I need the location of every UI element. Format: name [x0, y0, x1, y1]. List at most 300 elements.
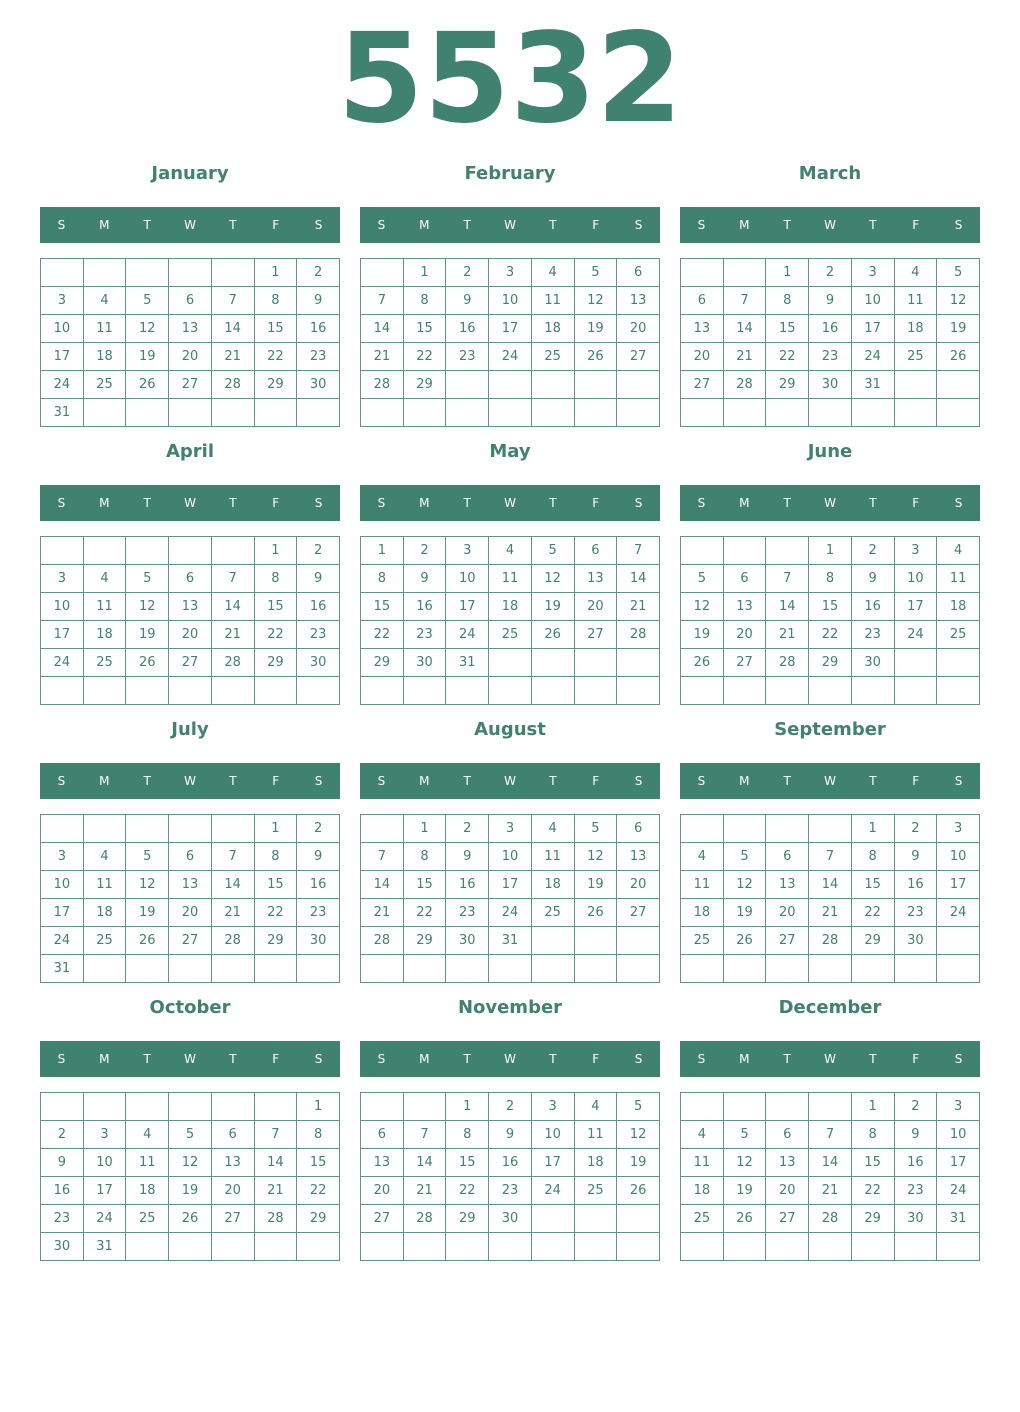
week-row	[361, 621, 660, 649]
day-cell: 11	[531, 287, 574, 315]
day-cell: 25	[489, 621, 532, 649]
day-cell	[126, 1093, 169, 1121]
weekday-label: S	[697, 1052, 706, 1066]
day-cell	[531, 1205, 574, 1233]
weekday-label: F	[592, 496, 600, 510]
day-cell: 7	[211, 287, 254, 315]
weekday-label: F	[592, 218, 600, 232]
weekday-label: T	[143, 774, 151, 788]
weekday-label: M	[739, 496, 750, 510]
weekday-header	[360, 763, 660, 799]
day-cell: 1	[809, 537, 852, 565]
weekday-label: F	[272, 218, 280, 232]
day-cell: 22	[254, 343, 297, 371]
day-cell: 27	[766, 1205, 809, 1233]
day-cell	[211, 677, 254, 705]
weekday-label: S	[634, 1052, 643, 1066]
day-cell	[126, 955, 169, 983]
day-cell: 16	[446, 871, 489, 899]
week-row	[41, 399, 340, 427]
day-cell	[361, 1093, 404, 1121]
day-cell: 18	[83, 343, 126, 371]
day-cell	[937, 399, 980, 427]
day-cell	[809, 677, 852, 705]
weekday-label: T	[143, 1052, 151, 1066]
day-cell: 24	[894, 621, 937, 649]
day-grid	[360, 258, 660, 427]
day-cell: 21	[723, 343, 766, 371]
day-cell	[531, 927, 574, 955]
day-cell	[83, 399, 126, 427]
day-cell	[254, 1233, 297, 1261]
weekday-label: F	[272, 774, 280, 788]
day-cell: 3	[531, 1093, 574, 1121]
day-cell: 29	[809, 649, 852, 677]
day-cell: 1	[297, 1093, 340, 1121]
day-cell: 9	[446, 287, 489, 315]
day-cell: 19	[126, 343, 169, 371]
weekday-header	[40, 1041, 340, 1077]
day-cell: 13	[361, 1149, 404, 1177]
day-cell	[211, 1233, 254, 1261]
day-cell: 17	[41, 621, 84, 649]
day-cell	[169, 1093, 212, 1121]
day-cell: 8	[446, 1121, 489, 1149]
day-cell	[361, 259, 404, 287]
month-name: November	[457, 997, 563, 1018]
day-cell: 14	[617, 565, 660, 593]
day-cell: 10	[41, 315, 84, 343]
day-cell: 17	[41, 899, 84, 927]
day-cell	[169, 677, 212, 705]
day-cell: 21	[211, 343, 254, 371]
day-cell: 22	[446, 1177, 489, 1205]
weekday-label: W	[824, 1052, 836, 1066]
day-cell: 8	[403, 843, 446, 871]
week-row	[41, 649, 340, 677]
day-cell: 22	[403, 899, 446, 927]
day-cell: 7	[723, 287, 766, 315]
day-cell: 29	[446, 1205, 489, 1233]
day-grid	[40, 814, 340, 983]
day-cell: 15	[254, 593, 297, 621]
day-cell: 17	[937, 871, 980, 899]
day-cell	[211, 537, 254, 565]
weekday-label: T	[229, 218, 237, 232]
day-cell: 16	[809, 315, 852, 343]
day-cell: 6	[617, 815, 660, 843]
day-cell	[681, 399, 724, 427]
weekday-label: F	[912, 1052, 920, 1066]
day-cell: 4	[531, 815, 574, 843]
month-name: July	[171, 719, 209, 740]
day-cell	[574, 1205, 617, 1233]
weekday-label: W	[184, 774, 196, 788]
day-cell: 4	[681, 1121, 724, 1149]
day-cell	[211, 399, 254, 427]
month-name: May	[489, 441, 531, 462]
day-cell: 9	[403, 565, 446, 593]
day-cell: 30	[894, 1205, 937, 1233]
day-cell: 11	[126, 1149, 169, 1177]
weekday-label: F	[272, 1052, 280, 1066]
day-cell: 5	[723, 843, 766, 871]
day-cell: 28	[809, 1205, 852, 1233]
weekday-label: M	[99, 218, 110, 232]
day-cell: 16	[403, 593, 446, 621]
day-cell: 14	[809, 1149, 852, 1177]
day-cell: 24	[937, 1177, 980, 1205]
weekday-label: F	[912, 496, 920, 510]
day-cell: 6	[361, 1121, 404, 1149]
day-cell: 17	[937, 1149, 980, 1177]
day-cell: 4	[489, 537, 532, 565]
day-cell: 12	[574, 287, 617, 315]
day-cell: 1	[403, 259, 446, 287]
day-cell	[361, 955, 404, 983]
weekday-label: S	[314, 774, 323, 788]
day-cell	[894, 649, 937, 677]
day-cell: 17	[446, 593, 489, 621]
weekday-label: W	[184, 496, 196, 510]
day-cell: 28	[211, 927, 254, 955]
day-cell: 19	[723, 1177, 766, 1205]
day-cell: 5	[574, 259, 617, 287]
day-cell	[254, 399, 297, 427]
day-cell	[809, 1093, 852, 1121]
week-row	[681, 955, 980, 983]
day-cell: 30	[809, 371, 852, 399]
week-row	[681, 315, 980, 343]
day-cell: 21	[361, 899, 404, 927]
day-cell	[809, 399, 852, 427]
day-cell: 13	[681, 315, 724, 343]
day-cell: 14	[361, 315, 404, 343]
weekday-label: S	[377, 218, 386, 232]
day-cell: 21	[766, 621, 809, 649]
day-cell: 26	[681, 649, 724, 677]
day-cell: 20	[766, 899, 809, 927]
weekday-label: T	[783, 218, 791, 232]
week-row	[41, 871, 340, 899]
day-cell	[297, 1233, 340, 1261]
day-cell: 7	[809, 1121, 852, 1149]
day-cell	[681, 955, 724, 983]
day-cell: 26	[617, 1177, 660, 1205]
day-cell: 2	[297, 259, 340, 287]
day-cell	[361, 677, 404, 705]
day-cell: 29	[851, 927, 894, 955]
day-cell: 19	[126, 899, 169, 927]
day-cell	[723, 1093, 766, 1121]
day-cell: 19	[126, 621, 169, 649]
weekday-label: T	[229, 1052, 237, 1066]
day-cell: 10	[489, 287, 532, 315]
day-cell: 30	[297, 371, 340, 399]
day-cell	[489, 1233, 532, 1261]
day-cell: 22	[361, 621, 404, 649]
day-cell: 26	[723, 1205, 766, 1233]
day-cell	[894, 399, 937, 427]
day-cell: 7	[617, 537, 660, 565]
day-cell: 29	[254, 649, 297, 677]
day-cell: 4	[681, 843, 724, 871]
day-cell	[723, 1233, 766, 1261]
day-cell: 13	[211, 1149, 254, 1177]
day-cell: 14	[723, 315, 766, 343]
day-cell	[766, 399, 809, 427]
day-cell: 14	[403, 1149, 446, 1177]
day-cell: 30	[41, 1233, 84, 1261]
day-cell: 30	[489, 1205, 532, 1233]
week-row	[361, 871, 660, 899]
day-cell: 27	[574, 621, 617, 649]
day-cell: 4	[574, 1093, 617, 1121]
weekday-label: T	[783, 774, 791, 788]
day-cell: 21	[361, 343, 404, 371]
day-cell: 29	[361, 649, 404, 677]
day-cell	[126, 399, 169, 427]
month-name: September	[774, 719, 886, 740]
day-cell: 28	[254, 1205, 297, 1233]
day-cell: 23	[894, 1177, 937, 1205]
weekday-header	[680, 207, 980, 243]
day-cell: 11	[83, 593, 126, 621]
week-row	[41, 1233, 340, 1261]
day-grid	[40, 1092, 340, 1261]
day-cell: 19	[531, 593, 574, 621]
day-cell: 29	[403, 927, 446, 955]
day-cell: 27	[766, 927, 809, 955]
day-cell	[723, 677, 766, 705]
weekday-header	[40, 485, 340, 521]
day-cell	[681, 1233, 724, 1261]
day-cell: 16	[894, 1149, 937, 1177]
day-cell: 19	[169, 1177, 212, 1205]
weekday-label: S	[954, 496, 963, 510]
week-row	[41, 927, 340, 955]
weekday-label: S	[697, 218, 706, 232]
day-grid	[680, 814, 980, 983]
day-cell: 28	[361, 927, 404, 955]
day-cell: 9	[41, 1149, 84, 1177]
day-cell	[361, 1233, 404, 1261]
day-cell: 23	[446, 899, 489, 927]
day-cell: 18	[489, 593, 532, 621]
day-cell: 26	[574, 899, 617, 927]
day-cell: 5	[126, 565, 169, 593]
week-row	[41, 899, 340, 927]
day-cell	[489, 649, 532, 677]
week-row	[681, 1121, 980, 1149]
weekday-label: S	[634, 496, 643, 510]
month-name: December	[778, 997, 882, 1018]
day-cell: 22	[851, 899, 894, 927]
day-cell: 13	[617, 843, 660, 871]
day-cell: 15	[297, 1149, 340, 1177]
day-cell: 20	[169, 343, 212, 371]
week-row	[361, 565, 660, 593]
weekday-header	[40, 763, 340, 799]
weekday-label: M	[419, 774, 430, 788]
day-cell: 25	[531, 343, 574, 371]
weekday-label: W	[504, 774, 516, 788]
week-row	[681, 565, 980, 593]
day-cell: 1	[851, 815, 894, 843]
day-cell: 20	[617, 871, 660, 899]
week-row	[41, 343, 340, 371]
day-cell: 9	[851, 565, 894, 593]
day-cell	[83, 1093, 126, 1121]
day-cell: 27	[169, 649, 212, 677]
day-cell: 26	[126, 649, 169, 677]
weekday-label: T	[869, 774, 877, 788]
day-cell	[894, 371, 937, 399]
day-grid	[360, 536, 660, 705]
day-cell: 18	[531, 315, 574, 343]
day-cell: 3	[41, 565, 84, 593]
day-cell	[211, 815, 254, 843]
day-cell: 30	[851, 649, 894, 677]
weekday-label: W	[824, 774, 836, 788]
day-cell: 5	[126, 287, 169, 315]
day-cell: 13	[766, 1149, 809, 1177]
day-cell: 27	[361, 1205, 404, 1233]
day-cell: 25	[83, 649, 126, 677]
weekday-label: F	[592, 774, 600, 788]
day-cell	[617, 371, 660, 399]
week-row	[41, 315, 340, 343]
day-cell: 6	[169, 287, 212, 315]
day-cell: 2	[297, 537, 340, 565]
day-cell: 6	[723, 565, 766, 593]
day-cell: 8	[809, 565, 852, 593]
day-cell: 31	[41, 955, 84, 983]
day-cell: 5	[126, 843, 169, 871]
day-cell: 16	[297, 315, 340, 343]
week-row	[41, 1149, 340, 1177]
month-name: February	[464, 163, 556, 184]
weekday-label: M	[99, 496, 110, 510]
day-cell: 24	[531, 1177, 574, 1205]
day-cell: 13	[617, 287, 660, 315]
day-cell: 11	[681, 871, 724, 899]
week-row	[361, 399, 660, 427]
weekday-label: T	[549, 774, 557, 788]
week-row	[681, 1177, 980, 1205]
day-cell: 6	[169, 565, 212, 593]
day-cell	[574, 399, 617, 427]
day-cell: 15	[403, 315, 446, 343]
day-cell	[254, 955, 297, 983]
day-cell: 19	[681, 621, 724, 649]
weekday-label: M	[739, 1052, 750, 1066]
day-cell	[126, 1233, 169, 1261]
weekday-label: T	[143, 496, 151, 510]
day-cell: 8	[254, 843, 297, 871]
day-cell: 12	[617, 1121, 660, 1149]
day-cell: 11	[681, 1149, 724, 1177]
day-cell: 28	[361, 371, 404, 399]
day-cell: 31	[851, 371, 894, 399]
day-cell: 7	[254, 1121, 297, 1149]
day-cell: 27	[617, 899, 660, 927]
day-cell: 6	[681, 287, 724, 315]
weekday-label: T	[463, 1052, 471, 1066]
day-cell	[894, 677, 937, 705]
day-cell	[489, 371, 532, 399]
day-cell	[531, 649, 574, 677]
day-grid	[40, 536, 340, 705]
day-cell: 20	[574, 593, 617, 621]
day-cell: 9	[297, 565, 340, 593]
day-cell: 6	[169, 843, 212, 871]
day-cell: 15	[809, 593, 852, 621]
day-cell: 11	[531, 843, 574, 871]
day-cell	[489, 399, 532, 427]
day-cell	[809, 1233, 852, 1261]
week-row	[681, 537, 980, 565]
day-cell: 7	[809, 843, 852, 871]
day-cell: 26	[723, 927, 766, 955]
week-row	[41, 593, 340, 621]
day-cell	[83, 815, 126, 843]
week-row	[41, 1121, 340, 1149]
day-cell: 26	[531, 621, 574, 649]
day-cell: 25	[83, 371, 126, 399]
day-cell	[446, 371, 489, 399]
weekday-label: W	[504, 1052, 516, 1066]
month-name: October	[149, 997, 231, 1018]
day-cell: 19	[574, 315, 617, 343]
weekday-label: W	[824, 218, 836, 232]
day-cell: 13	[169, 871, 212, 899]
day-cell: 8	[254, 287, 297, 315]
day-cell: 28	[809, 927, 852, 955]
day-cell: 1	[254, 537, 297, 565]
day-cell	[169, 259, 212, 287]
day-cell: 22	[766, 343, 809, 371]
weekday-label: M	[99, 774, 110, 788]
day-cell: 28	[617, 621, 660, 649]
week-row	[681, 371, 980, 399]
day-cell: 1	[403, 815, 446, 843]
week-row	[681, 843, 980, 871]
weekday-label: T	[549, 218, 557, 232]
day-cell: 4	[83, 843, 126, 871]
day-cell: 20	[723, 621, 766, 649]
day-cell: 18	[83, 899, 126, 927]
day-cell	[617, 927, 660, 955]
day-cell: 5	[937, 259, 980, 287]
week-row	[681, 287, 980, 315]
day-cell	[211, 259, 254, 287]
day-grid	[40, 258, 340, 427]
weekday-label: S	[697, 496, 706, 510]
day-cell: 12	[126, 593, 169, 621]
day-cell: 30	[297, 927, 340, 955]
day-cell: 15	[254, 315, 297, 343]
day-cell: 2	[403, 537, 446, 565]
day-cell: 8	[254, 565, 297, 593]
day-cell	[297, 955, 340, 983]
day-cell	[169, 399, 212, 427]
month-name: June	[807, 441, 853, 462]
day-cell: 12	[723, 871, 766, 899]
day-cell: 10	[937, 1121, 980, 1149]
day-cell	[809, 815, 852, 843]
day-cell: 10	[894, 565, 937, 593]
